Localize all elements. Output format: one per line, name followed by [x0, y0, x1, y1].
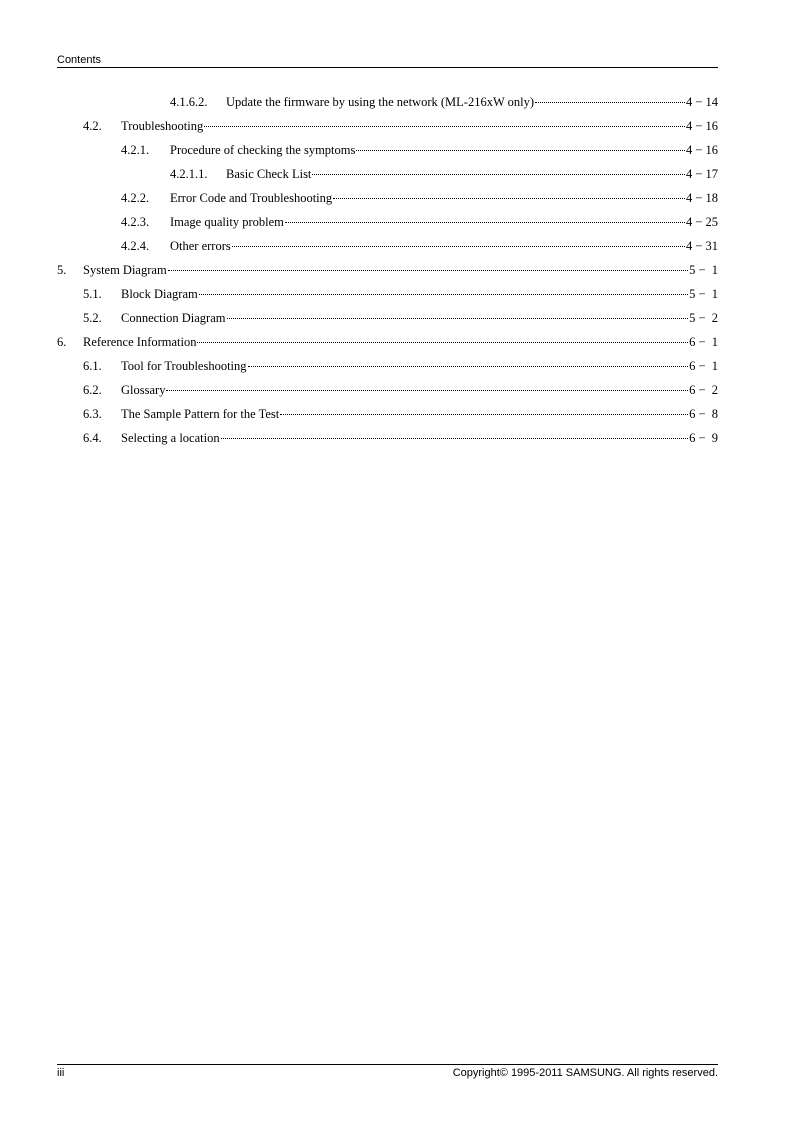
- toc-entry-page: 4 − 18: [685, 191, 718, 205]
- toc-entry-number: 4.2.4.: [121, 239, 150, 253]
- toc-entry-page: 6 − 1: [689, 359, 718, 373]
- toc-entry-page: 4 − 16: [685, 119, 718, 133]
- toc-entry-number: 6.1.: [83, 359, 102, 373]
- toc-dot-leader: [166, 390, 688, 391]
- toc-entry-number: 5.2.: [83, 311, 102, 325]
- toc-entry-title: Glossary: [121, 383, 166, 397]
- toc-entry-page: 4 − 25: [685, 215, 718, 229]
- toc-dot-leader: [199, 294, 688, 295]
- toc-dot-leader: [333, 198, 685, 199]
- toc-entry-number: 5.: [57, 263, 67, 277]
- toc-entry-number: 5.1.: [83, 287, 102, 301]
- toc-entry-page: 5 − 2: [689, 311, 718, 325]
- toc-entry-title: Update the firmware by using the network (ML-216xW only): [226, 95, 535, 109]
- toc-entry-page: 6 − 1: [689, 335, 718, 349]
- toc-entry-title: Procedure of checking the symptoms: [170, 143, 356, 157]
- toc-dot-leader: [232, 246, 685, 247]
- toc-entry-title: System Diagram: [83, 263, 167, 277]
- toc-dot-leader: [204, 126, 685, 127]
- toc-entry-title: Error Code and Troubleshooting: [170, 191, 333, 205]
- toc-entry-number: 4.2.3.: [121, 215, 150, 229]
- toc-entry-number: 4.2.1.1.: [170, 167, 208, 181]
- toc-entry[interactable]: [83, 359, 718, 375]
- toc-entry[interactable]: [83, 311, 718, 327]
- toc-entry-title: Reference Information: [83, 335, 197, 349]
- toc-dot-leader: [221, 438, 688, 439]
- toc-entry-number: 6.3.: [83, 407, 102, 421]
- toc-entry-page: 4 − 16: [685, 143, 718, 157]
- toc-entry[interactable]: [121, 215, 718, 231]
- toc-entry[interactable]: [121, 191, 718, 207]
- toc-dot-leader: [248, 366, 689, 367]
- toc-entry-title: The Sample Pattern for the Test: [121, 407, 280, 421]
- toc-entry[interactable]: [57, 335, 718, 351]
- toc-entry-title: Image quality problem: [170, 215, 284, 229]
- toc-entry-number: 4.2.2.: [121, 191, 150, 205]
- toc-entry-title: Selecting a location: [121, 431, 220, 445]
- toc-entry-page: 6 − 8: [689, 407, 718, 421]
- toc-entry-title: Troubleshooting: [121, 119, 204, 133]
- toc-dot-leader: [535, 102, 685, 103]
- toc-entry-number: 4.1.6.2.: [170, 95, 208, 109]
- toc-entry-number: 4.2.1.: [121, 143, 150, 157]
- footer-rule: [57, 1064, 718, 1065]
- toc-dot-leader: [312, 174, 685, 175]
- toc-entry[interactable]: [83, 407, 718, 423]
- toc-entry-number: 6.: [57, 335, 67, 349]
- toc-entry[interactable]: [121, 239, 718, 255]
- toc-entry-title: Tool for Troubleshooting: [121, 359, 247, 373]
- toc-entry-title: Other errors: [170, 239, 231, 253]
- footer-page-number: iii: [57, 1067, 65, 1079]
- toc-entry[interactable]: [83, 383, 718, 399]
- toc-dot-leader: [356, 150, 685, 151]
- toc-dot-leader: [227, 318, 689, 319]
- toc-entry[interactable]: [170, 95, 718, 111]
- toc-entry-page: 5 − 1: [689, 263, 718, 277]
- toc-entry-number: 6.2.: [83, 383, 102, 397]
- toc-entry[interactable]: [170, 167, 718, 183]
- toc-entry-title: Basic Check List: [226, 167, 312, 181]
- footer-copyright: Copyright© 1995-2011 SAMSUNG. All rights reserved.: [452, 1067, 718, 1079]
- toc-entry-page: 4 − 17: [685, 167, 718, 181]
- toc-entry-title: Block Diagram: [121, 287, 198, 301]
- toc-dot-leader: [168, 270, 688, 271]
- toc-entry[interactable]: [57, 263, 718, 279]
- toc-dot-leader: [285, 222, 685, 223]
- toc-dot-leader: [280, 414, 688, 415]
- toc-entry-page: 6 − 2: [689, 383, 718, 397]
- header-title: Contents: [57, 54, 102, 66]
- toc-entry-number: 4.2.: [83, 119, 102, 133]
- toc-entry[interactable]: [121, 143, 718, 159]
- toc-entry-page: 5 − 1: [689, 287, 718, 301]
- toc-entry-page: 6 − 9: [689, 431, 718, 445]
- toc-entry[interactable]: [83, 119, 718, 135]
- toc-entry-page: 4 − 14: [685, 95, 718, 109]
- toc-dot-leader: [197, 342, 688, 343]
- toc-entry[interactable]: [83, 287, 718, 303]
- toc-entry-title: Connection Diagram: [121, 311, 226, 325]
- toc-entry[interactable]: [83, 431, 718, 447]
- toc-entry-page: 4 − 31: [685, 239, 718, 253]
- toc-entry-number: 6.4.: [83, 431, 102, 445]
